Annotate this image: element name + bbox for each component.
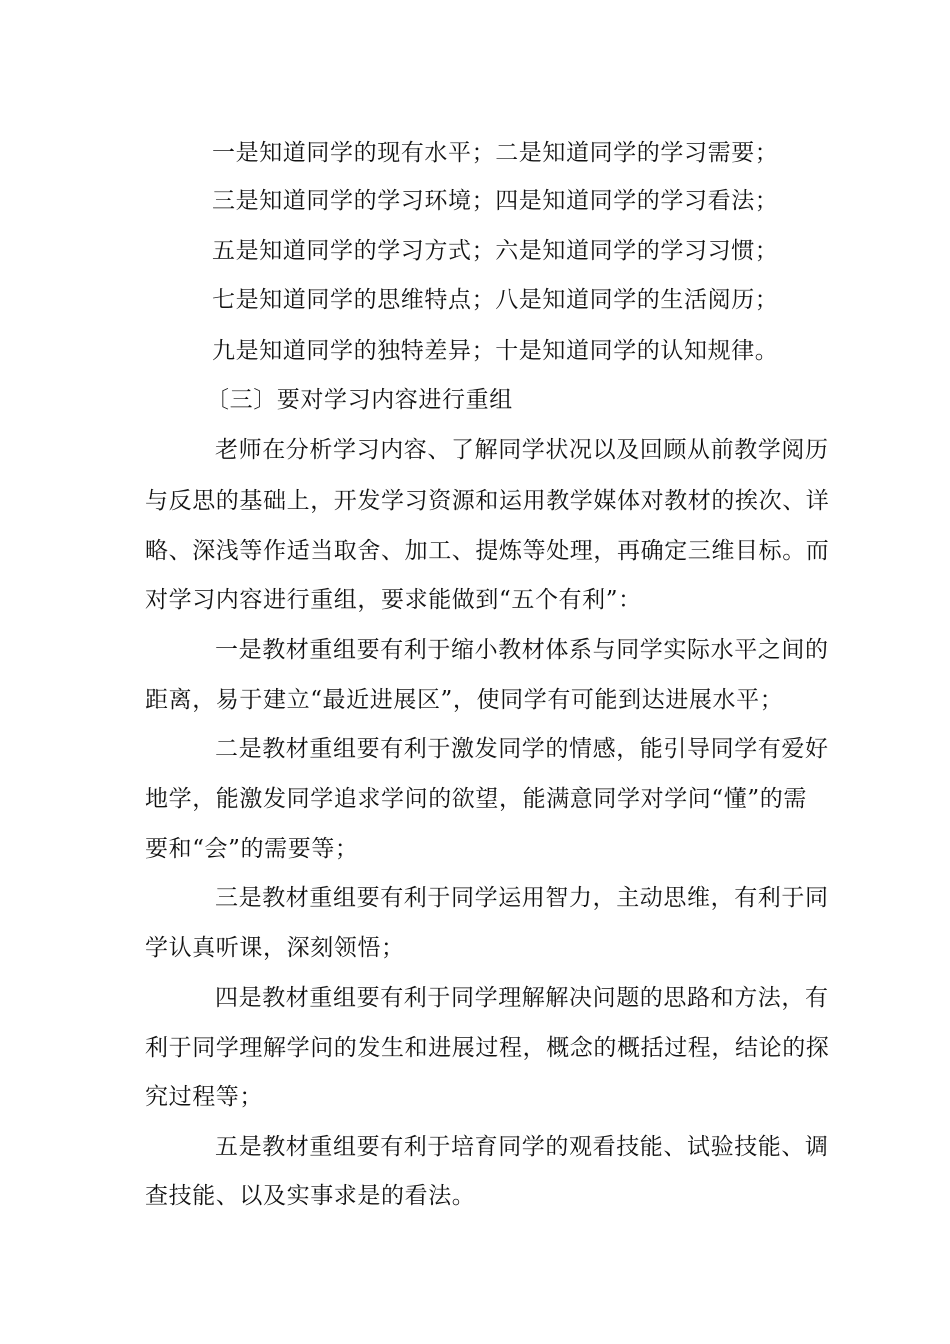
text-line-21: 五是教材重组要有利于培育同学的观看技能、试验技能、调 — [215, 1134, 829, 1160]
text-line-22: 查技能、以及实事求是的看法。 — [145, 1183, 476, 1209]
text-line-19: 利于同学理解学问的发生和进展过程，概念的概括过程，结论的探 — [145, 1035, 830, 1061]
text-line-1: 一是知道同学的现有水平；二是知道同学的学习需要； — [212, 140, 779, 166]
text-line-15: 要和“会”的需要等； — [145, 836, 359, 862]
text-line-12: 距离，易于建立“最近进展区”，使同学有可能到达进展水平； — [145, 687, 784, 713]
text-line-16: 三是教材重组要有利于同学运用智力，主动思维，有利于同 — [215, 885, 829, 911]
text-line-14: 地学，能激发同学追求学问的欲望，能满意同学对学问“懂”的需 — [145, 786, 807, 812]
text-line-5: 九是知道同学的独特差异；十是知道同学的认知规律。 — [212, 338, 779, 364]
text-line-2: 三是知道同学的学习环境；四是知道同学的学习看法； — [212, 188, 779, 214]
text-line-4: 七是知道同学的思维特点；八是知道同学的生活阅历； — [212, 287, 779, 313]
text-line-7: 老师在分析学习内容、了解同学状况以及回顾从前教学阅历 — [215, 437, 829, 463]
text-line-20: 究过程等； — [145, 1084, 263, 1110]
text-line-10: 对学习内容进行重组，要求能做到“五个有利”： — [145, 587, 642, 613]
text-line-3: 五是知道同学的学习方式；六是知道同学的学习习惯； — [212, 238, 779, 264]
section-heading: 〔三〕要对学习内容进行重组 — [206, 387, 513, 413]
text-line-18: 四是教材重组要有利于同学理解解决问题的思路和方法，有 — [215, 985, 829, 1011]
text-line-9: 略、深浅等作适当取舍、加工、提炼等处理，再确定三维目标。而 — [145, 538, 830, 564]
text-line-8: 与反思的基础上，开发学习资源和运用教学媒体对教材的挨次、详 — [145, 488, 830, 514]
text-line-17: 学认真听课，深刻领悟； — [145, 935, 405, 961]
text-line-11: 一是教材重组要有利于缩小教材体系与同学实际水平之间的 — [215, 637, 829, 663]
text-line-13: 二是教材重组要有利于激发同学的情感，能引导同学有爱好 — [215, 736, 829, 762]
